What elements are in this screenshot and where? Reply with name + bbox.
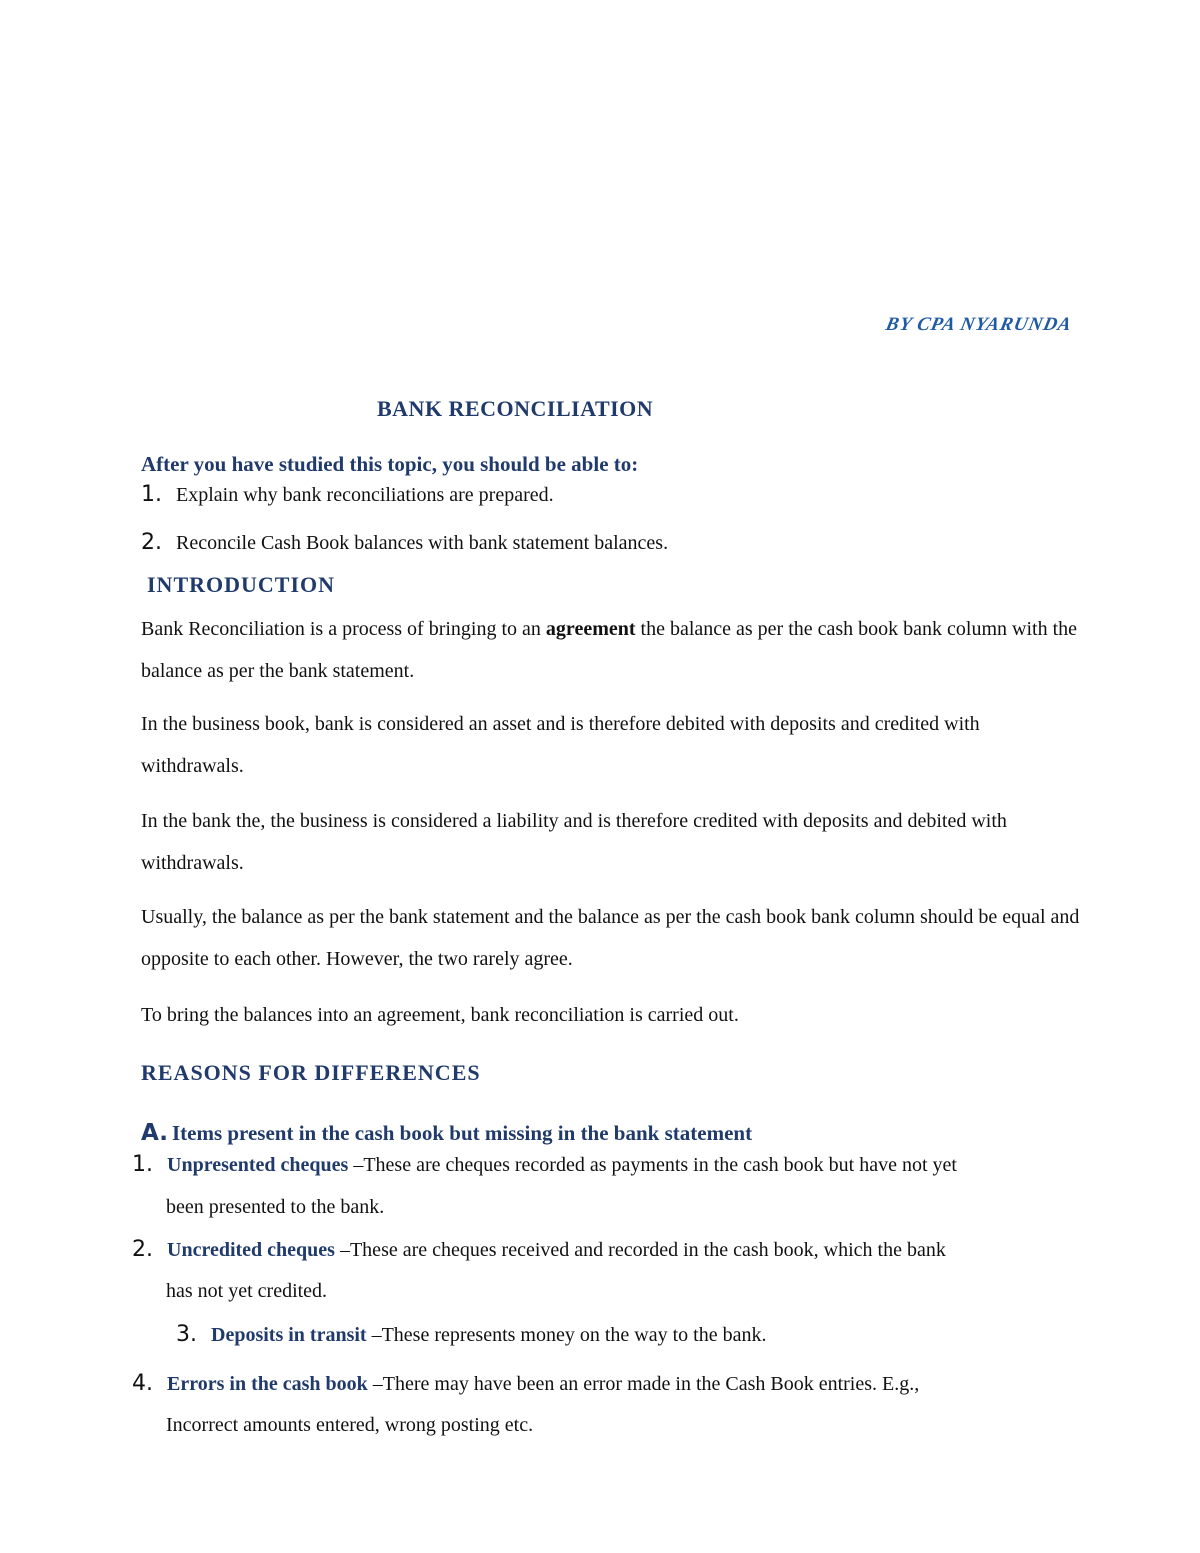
objective-text: Explain why bank reconciliations are prepared. <box>176 484 554 506</box>
intro-paragraph-2: In the business book, bank is considered an asset and is therefore debited with deposits and credited with withdrawals. <box>141 713 980 777</box>
section-a-heading <box>141 1120 752 1146</box>
list-number: 1. <box>132 1152 153 1177</box>
reason-term: Unpresented cheques <box>167 1154 349 1176</box>
objective-text: Reconcile Cash Book balances with bank statement balances. <box>176 532 669 554</box>
reason-text: –These are cheques recorded as payments in the cash book but have not yet <box>348 1154 957 1176</box>
document-title: BANK RECONCILIATION <box>377 396 654 421</box>
reason-term: Deposits in transit <box>211 1324 367 1346</box>
intro-paragraph-5: To bring the balances into an agreement, bank reconciliation is carried out. <box>141 1004 739 1026</box>
reason-text: –There may have been an error made in the Cash Book entries. E.g., <box>367 1373 920 1395</box>
list-number: 2. <box>132 1237 153 1262</box>
objective-item-1 <box>141 482 554 507</box>
introduction-heading: INTRODUCTION <box>147 572 336 597</box>
section-title: Items present in the cash book but missing in the bank statement <box>171 1121 753 1145</box>
author-signature: BY CPA NYARUNDA <box>884 314 1075 335</box>
list-number: 4. <box>132 1371 153 1396</box>
list-number: 1. <box>141 482 162 507</box>
intro-text: Bank Reconciliation is a process of bringing to an <box>141 618 546 640</box>
list-number: 3. <box>176 1322 197 1347</box>
reason-text-continued: has not yet credited. <box>166 1280 328 1302</box>
objectives-heading: After you have studied this topic, you should be able to: <box>141 452 639 476</box>
reason-item-3 <box>176 1322 766 1347</box>
intro-text: the balance as per the cash book bank column with the balance as per the bank statement. <box>141 618 1078 682</box>
reason-text: –These are cheques received and recorded in the cash book, which the bank <box>334 1239 946 1261</box>
intro-paragraph-4: Usually, the balance as per the bank statement and the balance as per the cash book bank column should be equal and opposite to each other. However, the two rarely agree. <box>141 906 1080 970</box>
reasons-heading: REASONS FOR DIFFERENCES <box>141 1060 481 1085</box>
reason-item-1 <box>132 1152 957 1177</box>
reason-text-continued: been presented to the bank. <box>166 1196 385 1218</box>
reason-term: Uncredited cheques <box>167 1239 335 1261</box>
list-number: 2. <box>141 530 162 555</box>
section-letter: A. <box>141 1120 168 1146</box>
intro-paragraph-3: In the bank the, the business is considered a liability and is therefore credited with deposits and debited with withdrawals. <box>141 810 1007 874</box>
intro-bold-term: agreement <box>545 618 636 640</box>
reason-text: –These represents money on the way to the bank. <box>366 1324 767 1346</box>
objective-item-2 <box>141 530 668 555</box>
reason-item-4 <box>132 1371 919 1396</box>
reason-term: Errors in the cash book <box>167 1373 368 1395</box>
reason-item-2 <box>132 1237 946 1262</box>
reason-text-continued: Incorrect amounts entered, wrong posting etc. <box>166 1414 534 1436</box>
intro-paragraph-1 <box>141 608 1081 692</box>
